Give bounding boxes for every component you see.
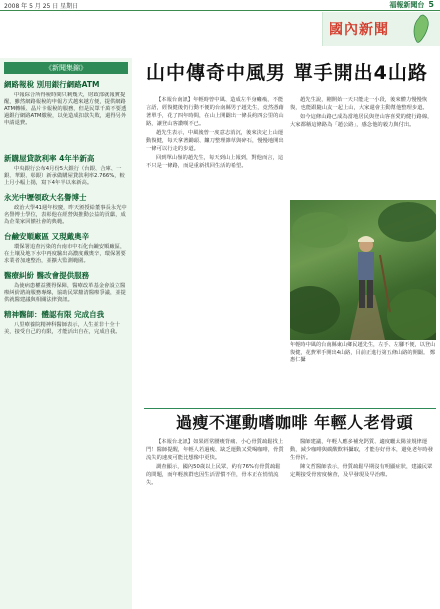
- brief-body: 環保署追查污染的台南市中石化台鹼安順廠區，在土壤及地下水中再度驗出高濃度戴奧辛，環保署要求業者加速整治，並擴大監測範圍。: [4, 244, 126, 264]
- brief-item: [4, 309, 128, 336]
- brief-body: 為使病患權益獲得保障，醫療改革基金會設立醫療糾紛諮詢服務專線，協助民眾釐清醫療爭議，並提供就醫建議與相關法律資訊。: [4, 283, 126, 303]
- brief-title: 新購屋貸款利率 4年半新高: [4, 154, 95, 163]
- article-divider: [144, 408, 436, 409]
- brief-body: 八里療養院精神科醫師表示，人生並非十全十美，接受自己的有限，才能活出自在，完成自我。: [4, 322, 121, 335]
- article1-column-1: [146, 96, 284, 171]
- article1-column-2: [290, 96, 436, 130]
- page-header: [0, 0, 440, 10]
- brief-title: 台鹼安順廠區 又現戴奧辛: [4, 232, 90, 241]
- header-rule: [0, 10, 440, 11]
- brief-title: 精神醫師：體認有限 完成自我: [4, 310, 105, 319]
- article2-column-2: [290, 438, 436, 480]
- article2-headline: 過瘦不運動嗜咖啡 年輕人老骨頭: [176, 413, 414, 432]
- brief-body: 中報綜合所得稅時間只剩幾天，財政部就報實提醒，雖然網路報稅的申報方式越來越方便，提供網路ATM轉帳、晶片卡報稅的服務，但是民眾千萬不要透過銀行網路ATM繳稅，以免造成扣款失敗，還得另外申請退費。: [4, 92, 127, 126]
- article1-photo: [290, 200, 436, 340]
- article1-paragraph: 趙先生說，剛開始一天只能走一小段，後來體力慢慢恢復，也能跟隨山友一起上山，大家還會主動幫他整理步道。: [290, 97, 428, 111]
- section-title: 國內新聞: [329, 22, 389, 38]
- section-banner: [322, 12, 440, 46]
- publication-name: [389, 0, 434, 10]
- article2-paragraph: 醫師建議，年輕人應多補充鈣質、適度曬太陽並規律運動，減少咖啡與碳酸飲料攝取，才能存好骨本，避免老年時發生骨折。: [290, 439, 434, 461]
- article1-paragraph: 回到單山嶺的趙先生，每天到山上報到，對他而言，這不只是一條路，而是重新找回生活的希望。: [146, 155, 284, 169]
- article1-paragraph: 如今這條山路已成為當地居民與登山客喜愛的健行路線，大家都稱這條路為「趙公路」，感念他的毅力與付出。: [290, 114, 433, 128]
- brief-title: 永光中壢領政大名譽博士: [4, 193, 87, 202]
- brief-item: [4, 153, 128, 187]
- issue-date: 2008 年 5 月 25 日 星期日: [4, 3, 79, 10]
- brief-body: 中央銀行公布4月份5大銀行（台銀、合庫、一銀、華銀、彰銀）新承做購屋貸款利率2.766%，較上月小幅上揚，寫下4年半以來新高。: [4, 166, 125, 186]
- article1-paragraph: 【本報台南訊】年輕時曾中風、造成左半身癱瘓，不能言語，經復健後仍行動不便的台南縣男子趙先生，竟然憑藉著單手，花了四年時間，在山上開闢出一條長約四公里的山路，讓登山客讚嘆不已。: [146, 97, 284, 127]
- article1-headline: 山中傳奇中風男 單手開出4山路: [146, 62, 428, 84]
- brief-item: [4, 231, 128, 265]
- brief-item: [4, 79, 128, 148]
- taiwan-map-icon: [406, 14, 434, 44]
- article2-paragraph: 【本報台北訊】如果經常腰痠背痛、小心骨質疏鬆找上門！醫師提醒，年輕人若過瘦、缺乏運動又愛喝咖啡，骨質流失的速度可能比想像中更快。: [146, 439, 284, 461]
- article2-paragraph: 陳文哲醫師表示，骨質疏鬆早期沒有明顯症狀，建議民眾定期接受骨密度檢查，及早發現及早治療。: [290, 464, 433, 478]
- brief-item: [4, 270, 128, 304]
- brief-title: 醫療糾紛 醫改會提供服務: [4, 271, 90, 280]
- brief-body: 政治大學41週年校慶，昨天頒授給董事長永光中名譽博士學位，表彰他在經營與推動公益的貢獻，成為企業家回饋社會的典範。: [4, 205, 127, 225]
- page-number: 5: [428, 0, 434, 9]
- sidebar-heading: 《新聞集錦》: [4, 62, 128, 74]
- brief-item: [4, 192, 128, 226]
- article2-column-1: [146, 438, 284, 488]
- publication-title: 福報新聞台: [389, 1, 425, 9]
- news-briefs-sidebar: [0, 58, 132, 609]
- article2-paragraph: 調查顯示，國內50歲以上民眾，約有76%有骨質疏鬆的問題，而年輕族群也因生活習慣不佳，骨本正在悄悄流失。: [146, 464, 281, 486]
- hiker-photo-illustration: [290, 200, 436, 340]
- photo-caption: 年輕時中風的台南縣東山鄉民趙先生，左手、左腳不便，以登山復健，花費單手開出4山路，目前正進行第五條山路的開闢。 鄭惠仁攝: [290, 342, 436, 363]
- brief-title: 網路報稅 別用銀行網路ATM: [4, 80, 100, 89]
- article1-paragraph: 趙先生表示，中風後曾一度意志消沉，後來決定上山運動復健，每天拿著鋤頭、鐮刀整理雜草與碎石，慢慢地開出一條可以行走的步道。: [146, 130, 284, 152]
